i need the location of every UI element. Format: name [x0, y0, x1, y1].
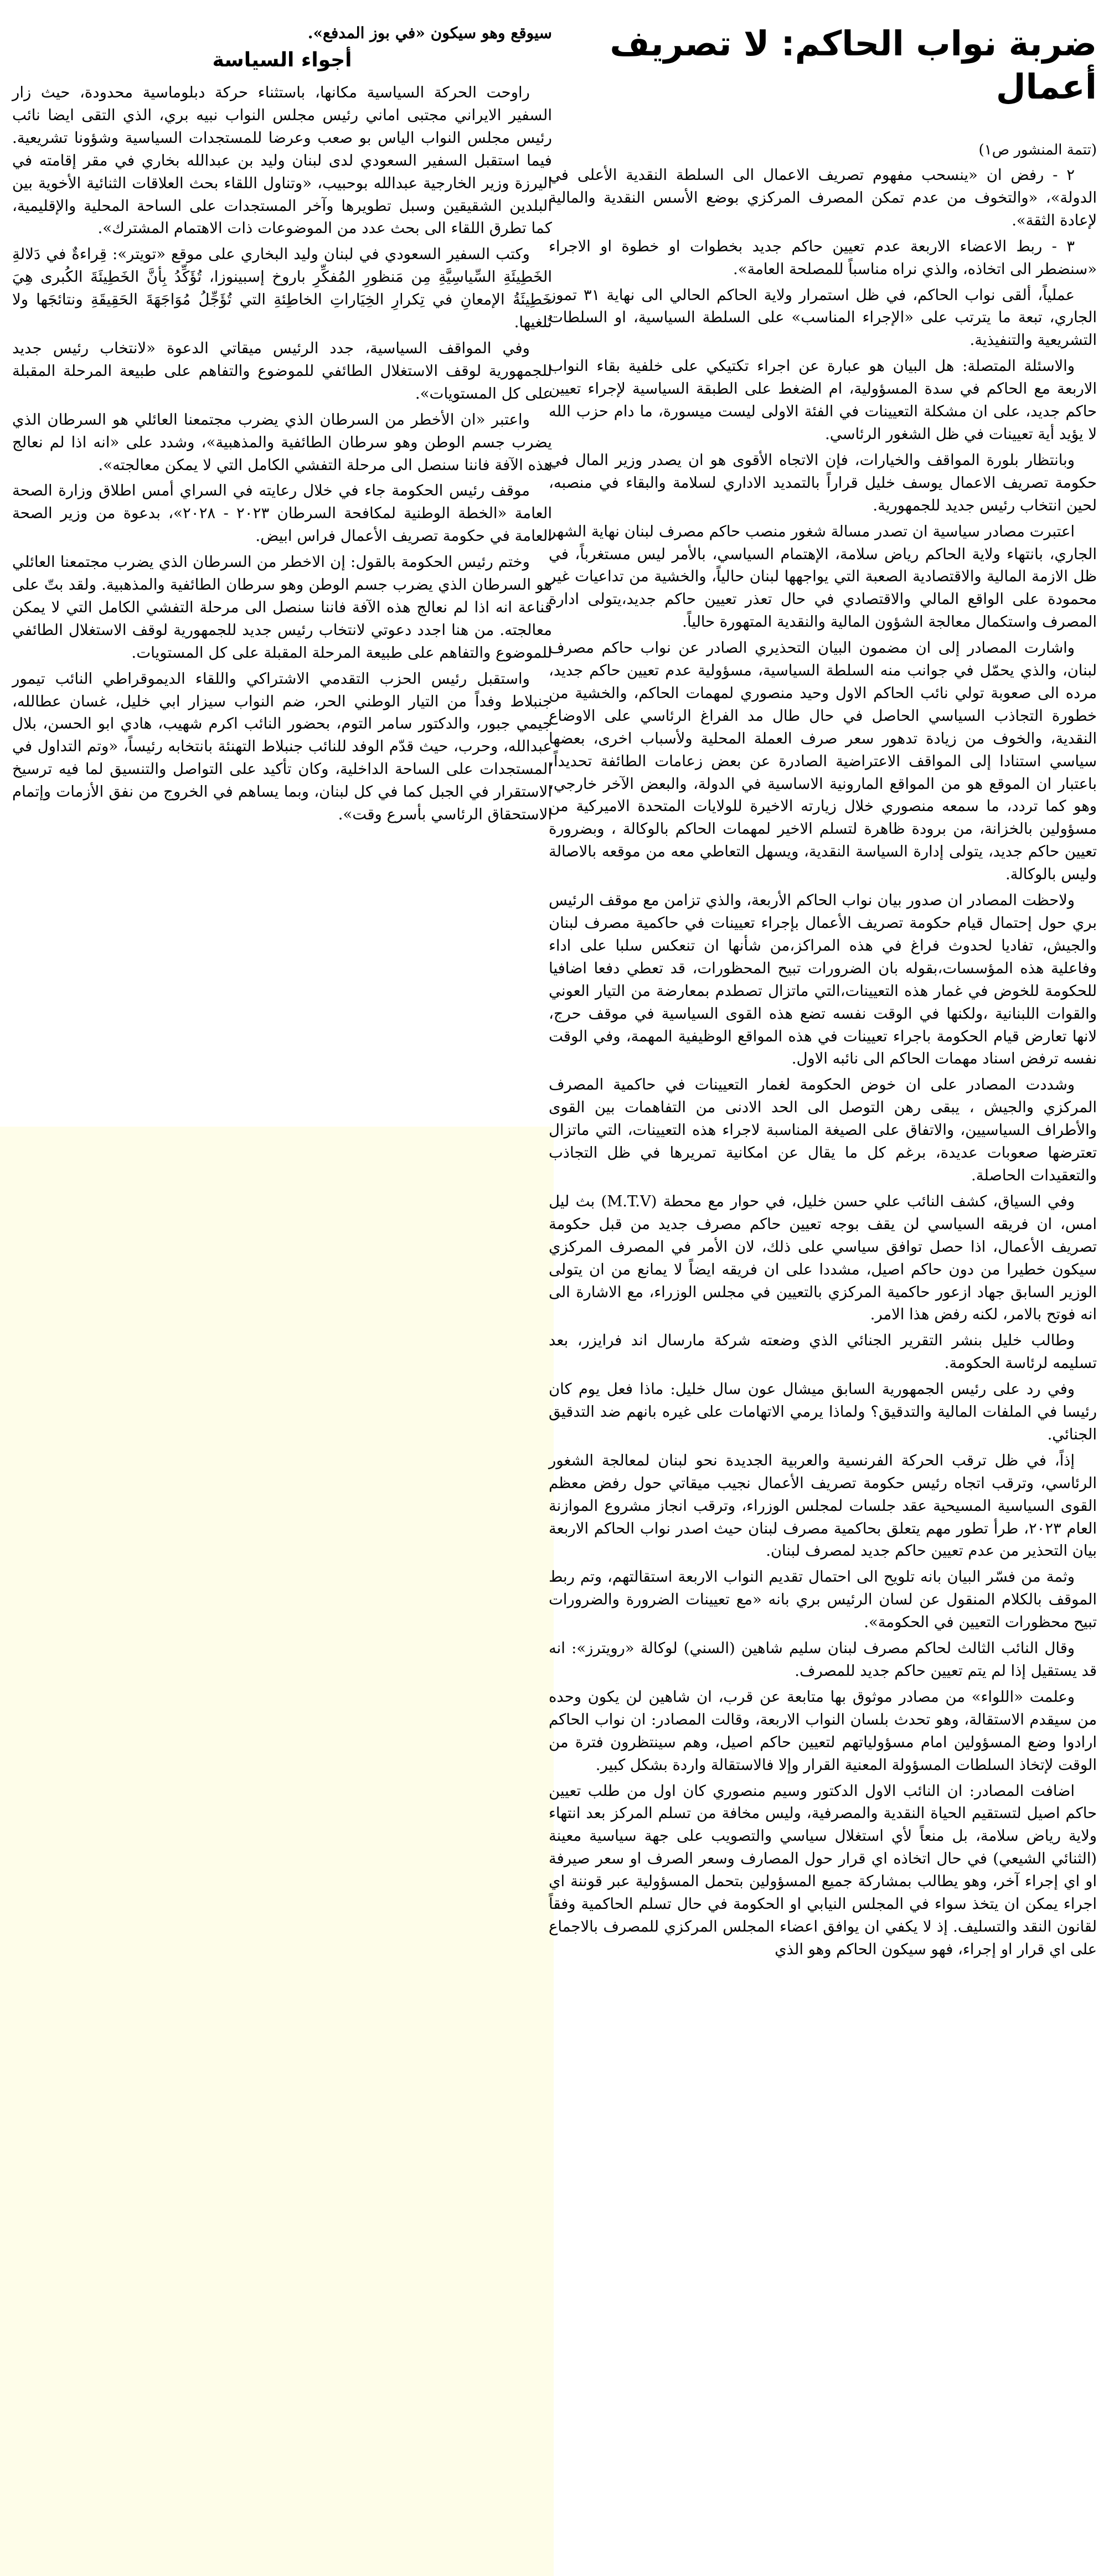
politics-paragraph: وفي المواقف السياسية، جدد الرئيس ميقاتي الدعوة «لانتخاب رئيس جديد للجمهورية لوقف الاستغلال الطائفي للموضوع والتفاهم على طبيعة المرحلة المقبلة على كل المستويات».: [12, 338, 552, 402]
politics-paragraph: وختم رئيس الحكومة بالقول: إن الاخطر من السرطان الذي يضرب مجتمعنا العائلي هو السرطان الذي يضرب جسم الوطن وهو سرطان الطائفية والمذهبية. ولقد بتّ على قناعة انه اذا لم نعالج هذه الآفة فاننا سنصل الى مرحلة التفشي الكامل التي لا يمكن معالجته. من هنا اجدد دعوتي لانتخاب رئيس جديد للجمهورية لوقف الاستغلال الطائفي للموضوع والتفاهم على طبيعة المرحلة المقبلة على كل المستويات.: [12, 553, 552, 662]
article-paragraph: وقال النائب الثالث لحاكم مصرف لبنان سليم شاهين (السني) لوكالة «رويترز»: انه قد يستقيل إذا لم يتم تعيين حاكم جديد للمصرف.: [549, 1640, 1097, 1680]
politics-paragraph: واعتبر «ان الأخطر من السرطان الذي يضرب مجتمعنا العائلي هو السرطان الذي يضرب جسم الوطن وهو سرطان الطائفية والمذهبية»، وشدد على «انه اذا لم نعالج هذه الآفة فاننا سنصل الى مرحلة التفشي الكامل التي لا يمكن معالجته».: [12, 410, 552, 474]
article-paragraph: عملياً، ألقى نواب الحاكم، في ظل استمرار ولاية الحاكم الحالي الى نهاية ٣١ تموز الجاري، تبعة ما يترتب على «الإجراء المناسب» على السلطة السياسية، او السلطات التشريعية والتنفيذية.: [549, 286, 1097, 349]
article-paragraph: وفي السياق، كشف النائب علي حسن خليل، في حوار مع محطة (M.T.V) بث ليل امس، ان فريقه السياسي لن يقف بوجه تعيين حاكم مصرف جديد من قبل حكومة تصريف الأعمال، اذا حصل توافق سياسي على ذلك، لان الأمر في المصرف المركزي سيكون خطيرا من دون حاكم اصيل، مشددا على ان فريقه ايضاً لا يمانع من ان يتولى الوزير السابق جهاد ازعور حاكمية المركزي بالتعيين في مجلس الوزراء، مع الاشارة الى انه فوتح بالامر، لكنه رفض هذا الامر.: [549, 1193, 1097, 1324]
politics-lead-line: سيوقع وهو سيكون «في بوز المدفع».: [307, 24, 552, 42]
article-paragraph: وطالب خليل بنشر التقرير الجنائي الذي وضعته شركة مارسال اند فرايزر، بعد تسليمه لرئاسة الحكومة.: [549, 1332, 1097, 1372]
section-title: أجواء السياسة: [212, 49, 352, 71]
article-paragraph: ٣ - ربط الاعضاء الاربعة عدم تعيين حاكم جديد بخطوات او خطوة او الاجراء «سنضطر الى اتخاذه، والذي نراه مناسباً للمصلحة العامة».: [549, 238, 1097, 278]
politics-paragraph: واستقبل رئيس الحزب التقدمي الاشتراكي واللقاء الديموقراطي النائب تيمور جنبلاط وفداً من التيار الوطني الحر، ضم النواب سيزار ابي خليل، غسان عطالله، جيمي جبور، والدكتور سامر التوم، بحضور النائب اكرم شهيب، هادي ابو الحسن، بلال عبدالله، وحرب، حيث قدّم الوفد للنائب جنبلاط التهنئة بانتخابه رئيساً، «وتم التداول في المستجدات على الساحة الداخلية، وكان تأكيد على التواصل والتنسيق لما فيه ترسيخ الاستقرار في الجبل كما في كل لبنان، وبما يساهم في الخروج من نفق الأزمات وإتمام الاستحقاق الرئاسي بأسرع وقت».: [12, 669, 552, 824]
politics-paragraph: موقف رئيس الحكومة جاء في خلال رعايته في السراي أمس اطلاق وزارة الصحة العامة «الخطة الوطنية لمكافحة السرطان ٢٠٢٣ - ٢٠٢٨»، بدعوة من وزير الصحة العامة في حكومة تصريف الأعمال فراس ابيض.: [12, 481, 552, 545]
politics-paragraph: وكتب السفير السعودي في لبنان وليد البخاري على موقع «تويتر»: قِراءةٌ في دَلالةِ الخَطِيئَةِ السِّياسِيَّةِ مِن مَنظورِ المُفكِّرِ باروخ إسبينوزا، تُؤَكِّدُ بِأنَّ الخَطِيئَةَ الكُبرى هِيَ خَطِيئَةُ الإمعانِ في تِكرارِ الخِيَاراتِ الخاطِئةِ التي تُؤَجِّلُ مُوَاجَهَةَ الحَقِيقَةِ ونتائجَها ولا تُلغيها.: [12, 245, 552, 332]
main-article-column: [549, 22, 1097, 1965]
article-paragraph: اعتبرت مصادر سياسية ان تصدر مسالة شغور منصب حاكم مصرف لبنان نهاية الشهر الجاري، بانتهاء ولاية الحاكم رياض سلامة، الإهتمام السياسي، بالأمر ليس مستغرباً، في ظل الازمة المالية والاقتصادية الصعبة التي يواجهها لبنان حالياً، والخشية من تداعيات غير محمودة على الواقع المالي والاقتصادي في حال تعذر تعيين حاكم جديد،يتولى ادارة المصرف واستكمال معالجة الشؤون المالية والنقدية المتهورة حالياً.: [549, 523, 1097, 631]
article-paragraph: وفي رد على رئيس الجمهورية السابق ميشال عون سال خليل: ماذا فعل يوم كان رئيسا في الملفات المالية والتدقيق؟ ولماذا يرمي الاتهامات على غيره بانهم ضد التدقيق الجنائي.: [549, 1381, 1097, 1443]
article-paragraph: اضافت المصادر: ان النائب الاول الدكتور وسيم منصوري كان اول من طلب تعيين حاكم اصيل لتستقيم الحياة النقدية والمصرفية، وليس مخافة من تسلم المركز بعد انتهاء ولاية رياض سلامة، بل منعاً لأي استغلال سياسي والتصويب على جهة سياسية معينة (الثنائي الشيعي) في حال اتخاذه اي قرار حول المصارف وسعر الصرف او سعر صيرفة او اي إجراء آخر، وهو يطالب بمشاركة جميع المسؤولين بتحمل المسؤولية عبر قوننة اي اجراء يمكن ان يتخذ سواء في المجلس النيابي او الحكومة في حال تسلم الحاكمية وفقاً لقانون النقد والتسليف. إذ لا يكفي ان يوافق اعضاء المجلس المركزي للمصرف بالاجماع على اي قرار او إجراء، فهو سيكون الحاكم وهو الذي: [549, 1782, 1097, 1958]
article-paragraph: والاسئلة المتصلة: هل البيان هو عبارة عن اجراء تكتيكي على خلفية بقاء النواب الاربعة مع الحاكم في سدة المسؤولية، ام الضغط على الطبقة السياسية لإجراء تعيين حاكم جديد، على ان مشكلة التعيينات في الفئة الاولى ليست ميسورة، ما دام حزب الله لا يؤيد أية تعيينات في ظل الشغور الرئاسي.: [549, 358, 1097, 443]
article-paragraph: إذاً، في ظل ترقب الحركة الفرنسية والعربية الجديدة نحو لبنان لمعالجة الشغور الرئاسي، وترقب اتجاه رئيس حكومة تصريف الأعمال نجيب ميقاتي حول رفض معظم القوى السياسية المسيحية عقد جلسات لمجلس الوزراء، وترقب انجاز مشروع الموازنة العام ٢٠٢٣، طرأ تطور مهم يتعلق بحاكمية مصرف لبنان حيث اصدر نواب الحاكم الاربعة بيان التحذير من عدم تعيين حاكم جديد لمصرف لبنان.: [549, 1452, 1097, 1560]
politics-column: [12, 22, 552, 829]
article-paragraph: وشددت المصادر على ان خوض الحكومة لغمار التعيينات في حاكمية المصرف المركزي والجيش ، يبقى رهن التوصل الى الحد الادنى من التفاهمات بين القوى والأطراف السياسيين، والاتفاق على الصيغة المناسبة لاجراء هذه التعيينات، التي ماتزال تعترضها صعوبات عديدة، برغم كل ما يقال عن امكانية تمريرها في ظل التجاذب والتعقيدات الحاصلة.: [549, 1076, 1097, 1184]
article-paragraph: وعلمت «اللواء» من مصادر موثوق بها متابعة عن قرب، ان شاهين لن يكون وحده من سيقدم الاستقالة، وهو تحدث بلسان النواب الاربعة، وقالت المصادر: ان نواب الحاكم ارادوا وضع المسؤولين امام مسؤولياتهم لتعيين حاكم اصيل، وهم سينتظرون فترة من الوقت لإتخاذ السلطات المسؤولة المعنية القرار وإلا فالاستقالة واردة بشكل كبير.: [549, 1688, 1097, 1774]
article-paragraph: وبانتظار بلورة المواقف والخيارات، فإن الاتجاه الأقوى هو ان يصدر وزير المال في حكومة تصريف الاعمال يوسف خليل قراراً بالتمديد الاداري لسلامة والبقاء في منصبه، لحين انتخاب رئيس جديد للجمهورية.: [549, 451, 1097, 514]
article-paragraph: ولاحظت المصادر ان صدور بيان نواب الحاكم الأربعة، والذي تزامن مع موقف الرئيس بري حول إحتمال قيام حكومة تصريف الأعمال بإجراء تعيينات في حاكمية مصرف لبنان والجيش، تفاديا لحدوث فراغ في هذه المراكز،من شأنها ان تنعكس سلبا على اداء وفاعلية هذه المؤسسات،بقوله بان الضرورات تبيح المحظورات، قد تعطي دفعا اضافيا للحكومة للخوض في غمار هذه التعيينات،التي ماتزال تصطدم بمعارضة من التيار العوني والقوات اللبنانية ،ولكنها في الوقت نفسه تضع هذه القوى السياسية في موقف حرج، لانها تعارض قيام الحكومة باجراء تعيينات في هذه المواقع الوظيفية المهمة، وفي الوقت نفسه ترفض اسناد مهمات الحاكم الى نائبه الاول.: [549, 892, 1097, 1068]
politics-paragraph: راوحت الحركة السياسية مكانها، باستثناء حركة دبلوماسية محدودة، حيث زار السفير الايراني مجتبى اماني رئيس مجلس النواب نبيه بري، الذي التقى ايضا نائب رئيس مجلس النواب الياس بو صعب وعرضا للمستجدات السياسية وشؤونا تشريعية. فيما استقبل السفير السعودي لدى لبنان وليد بن عبدالله بخاري في مقر إقامته في اليرزة وزير الخارجية عبدالله بوحبيب، «وتناول اللقاء بحث العلاقات الثنائية الأخوية بين البلدين الشقيقين وسبل تطويرها وآخر المستجدات على الساحة المحلية والإقليمية، كما تطرق اللقاء الى بحث عدد من الموضوعات ذات الاهتمام المشترك».: [12, 83, 552, 238]
article-headline: ضربة نواب الحاكم: لا تصريف أعمال: [610, 23, 1097, 107]
article-paragraph: ٢ - رفض ان «ينسحب مفهوم تصريف الاعمال الى السلطة النقدية الأعلى في الدولة»، «والتخوف من عدم تمكن المصرف المركزي بوضع الأسس النقدية والمالية لإعادة الثقة».: [549, 167, 1097, 229]
article-paragraph: واشارت المصادر إلى ان مضمون البيان التحذيري الصادر عن نواب حاكم مصرف لبنان، والذي يحمّل في جوانب منه السلطة السياسية، مسؤولية عدم تعيين حاكم جديد، مرده الى صعوبة تولي نائب الحاكم الاول وحيد منصوري لمهمات الحاكم، والخشية من خطورة التجاذب السياسي الحاصل في حال طال مد الفراغ الرئاسي على الاوضاع النقدية، والخوف من زيادة تدهور سعر صرف العملة المحلية ولأسباب اخرى، بعضها سياسي استنادا إلى المواقف الاعتراضية الصادرة عن بعض زعامات الطائفة تحديداً، باعتبار ان الموقع هو من المواقع المارونية الاساسية في الدولة، والبعض الآخر خارجي، وهو كما تردد، ما سمعه منصوري خلال زيارته الاخيرة للولايات المتحدة الاميركية من مسؤولين بالخزانة، من برودة ظاهرة لتسلم الاخير لمهمات الحاكم بالوكالة ، وبضرورة تعيين حاكم جديد، يتولى إدارة السياسة النقدية، ويسهل التعاطي معه من موقعه بالاصالة وليس بالوكالة.: [549, 639, 1097, 884]
continuation-note: (تتمة المنشور ص١): [978, 142, 1097, 158]
article-paragraph: وثمة من فسّر البيان بانه تلويح الى احتمال تقديم النواب الاربعة استقالتهم، وتم ربط الموقف بالكلام المنقول عن لسان الرئيس بري بانه «مع تعيينات الضرورة والضرورات تبيح محظورات التعيين في الحكومة».: [549, 1568, 1097, 1632]
blank-yellow-area: [0, 1127, 554, 2576]
